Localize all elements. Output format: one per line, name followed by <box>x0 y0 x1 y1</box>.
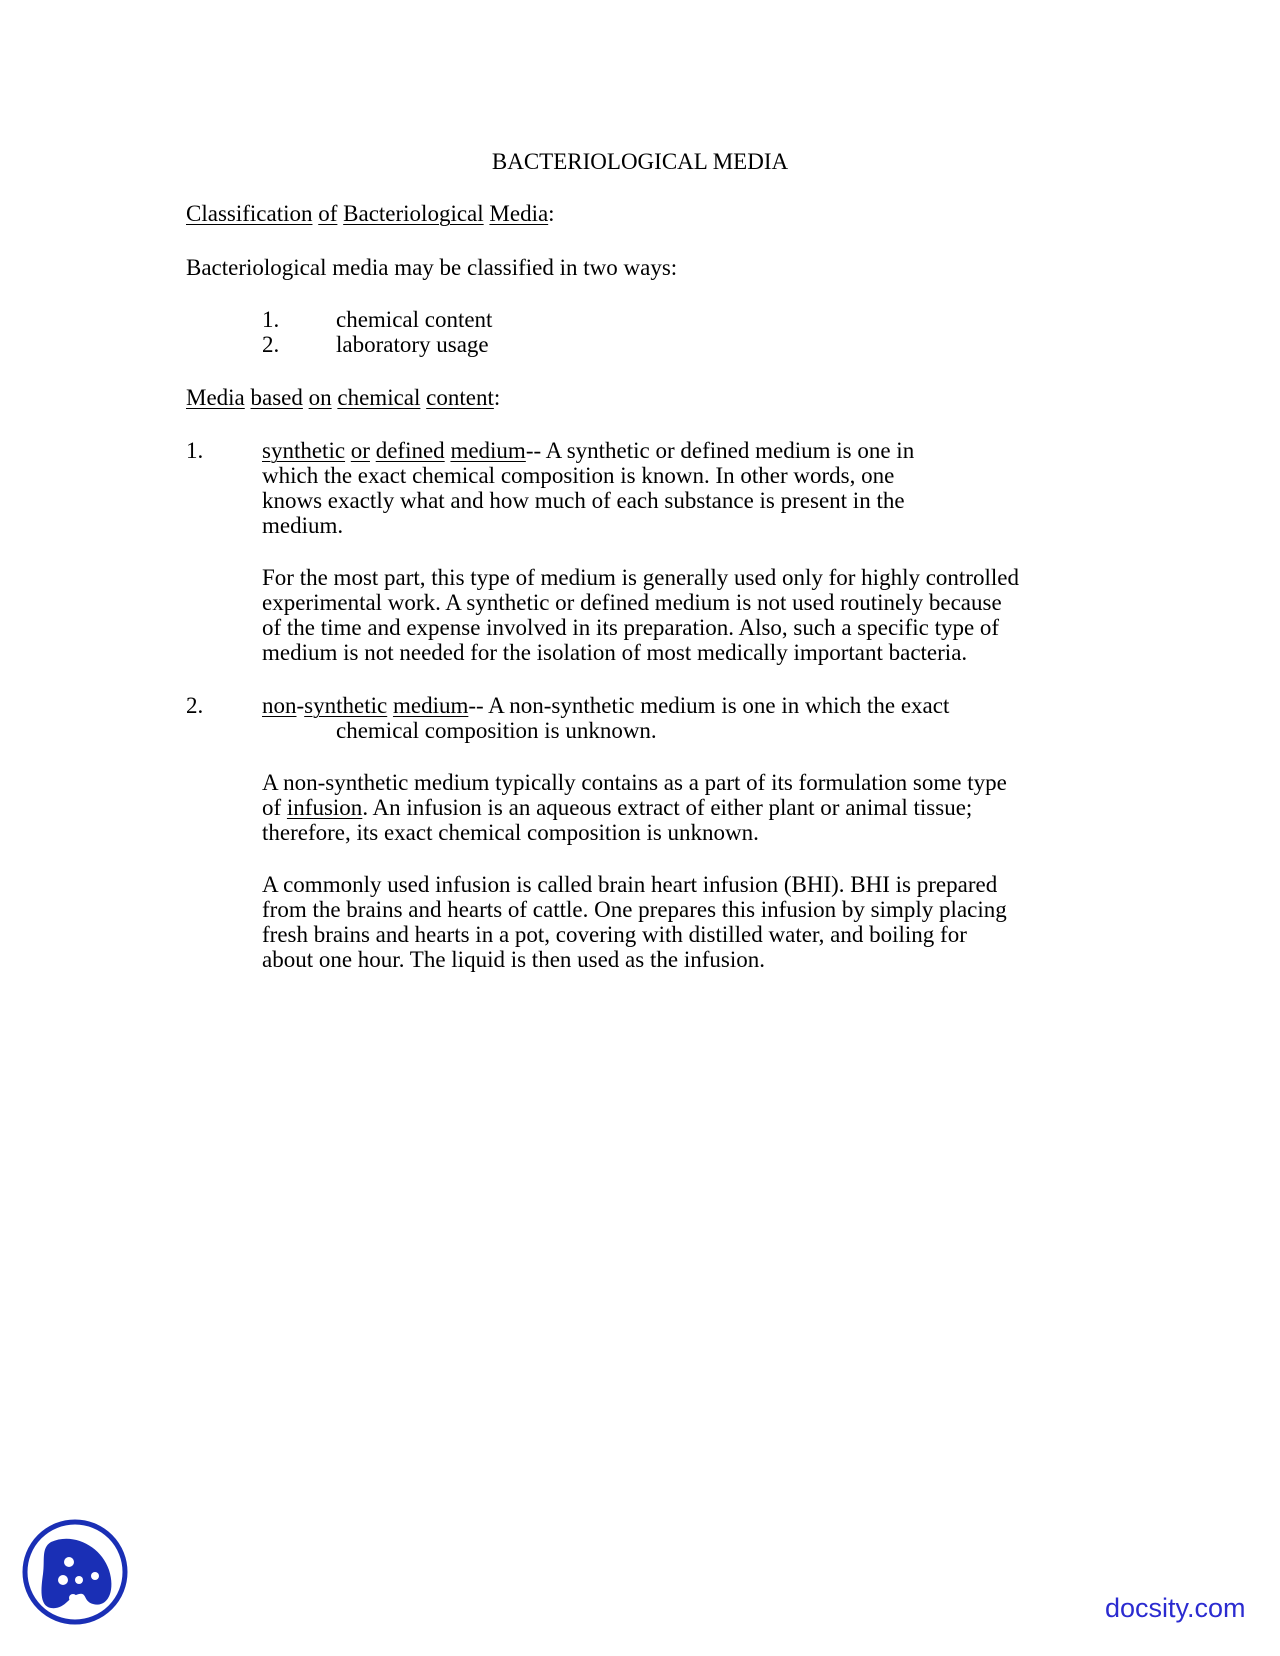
text-line: fresh brains and hearts in a pot, covering with distilled water, and boiling for <box>262 922 967 947</box>
classification-heading: Classification of Bacteriological Media: <box>186 201 555 226</box>
text-line: medium. <box>262 513 344 538</box>
item1-first-line: synthetic or defined medium-- A synthetic or defined medium is one in <box>262 438 915 463</box>
intro-text: Bacteriological media may be classified in two ways: <box>186 255 678 280</box>
text-line: chemical composition is unknown. <box>336 718 657 743</box>
item2-number: 2. <box>186 693 204 718</box>
text-line: A commonly used infusion is called brain heart infusion (BHI). BHI is prepared <box>262 872 998 897</box>
text-line: of the time and expense involved in its preparation. Also, such a specific type of <box>262 615 1000 640</box>
list-item: laboratory usage <box>336 332 489 357</box>
text-line: A non-synthetic medium typically contains as a part of its formulation some type <box>262 770 1007 795</box>
text-line: from the brains and hearts of cattle. One prepares this infusion by simply placing <box>262 897 1007 922</box>
list-item: chemical content <box>336 307 493 332</box>
text-line: experimental work. A synthetic or defined medium is not used routinely because <box>262 590 1002 615</box>
text-line: which the exact chemical composition is known. In other words, one <box>262 463 895 488</box>
text-line: therefore, its exact chemical composition is unknown. <box>262 820 759 845</box>
text-line: knows exactly what and how much of each substance is present in the <box>262 488 905 513</box>
list-item-number: 2. <box>262 332 280 357</box>
text-line: medium is not needed for the isolation of most medically important bacteria. <box>262 640 968 665</box>
item2-first-line: non-synthetic medium-- A non-synthetic medium is one in which the exact <box>262 693 950 718</box>
chemical-content-heading: Media based on chemical content: <box>186 385 501 410</box>
docsity-logo-icon <box>21 1518 129 1626</box>
text-line: For the most part, this type of medium is generally used only for highly controlled <box>262 565 1019 590</box>
list-item-number: 1. <box>262 307 280 332</box>
page-title: BACTERIOLOGICAL MEDIA <box>491 149 789 174</box>
docsity-watermark: docsity.com <box>1105 1593 1246 1623</box>
text-line: of infusion. An infusion is an aqueous extract of either plant or animal tissue; <box>262 795 973 820</box>
item1-number: 1. <box>186 438 204 463</box>
text-line: about one hour. The liquid is then used as the infusion. <box>262 947 765 972</box>
